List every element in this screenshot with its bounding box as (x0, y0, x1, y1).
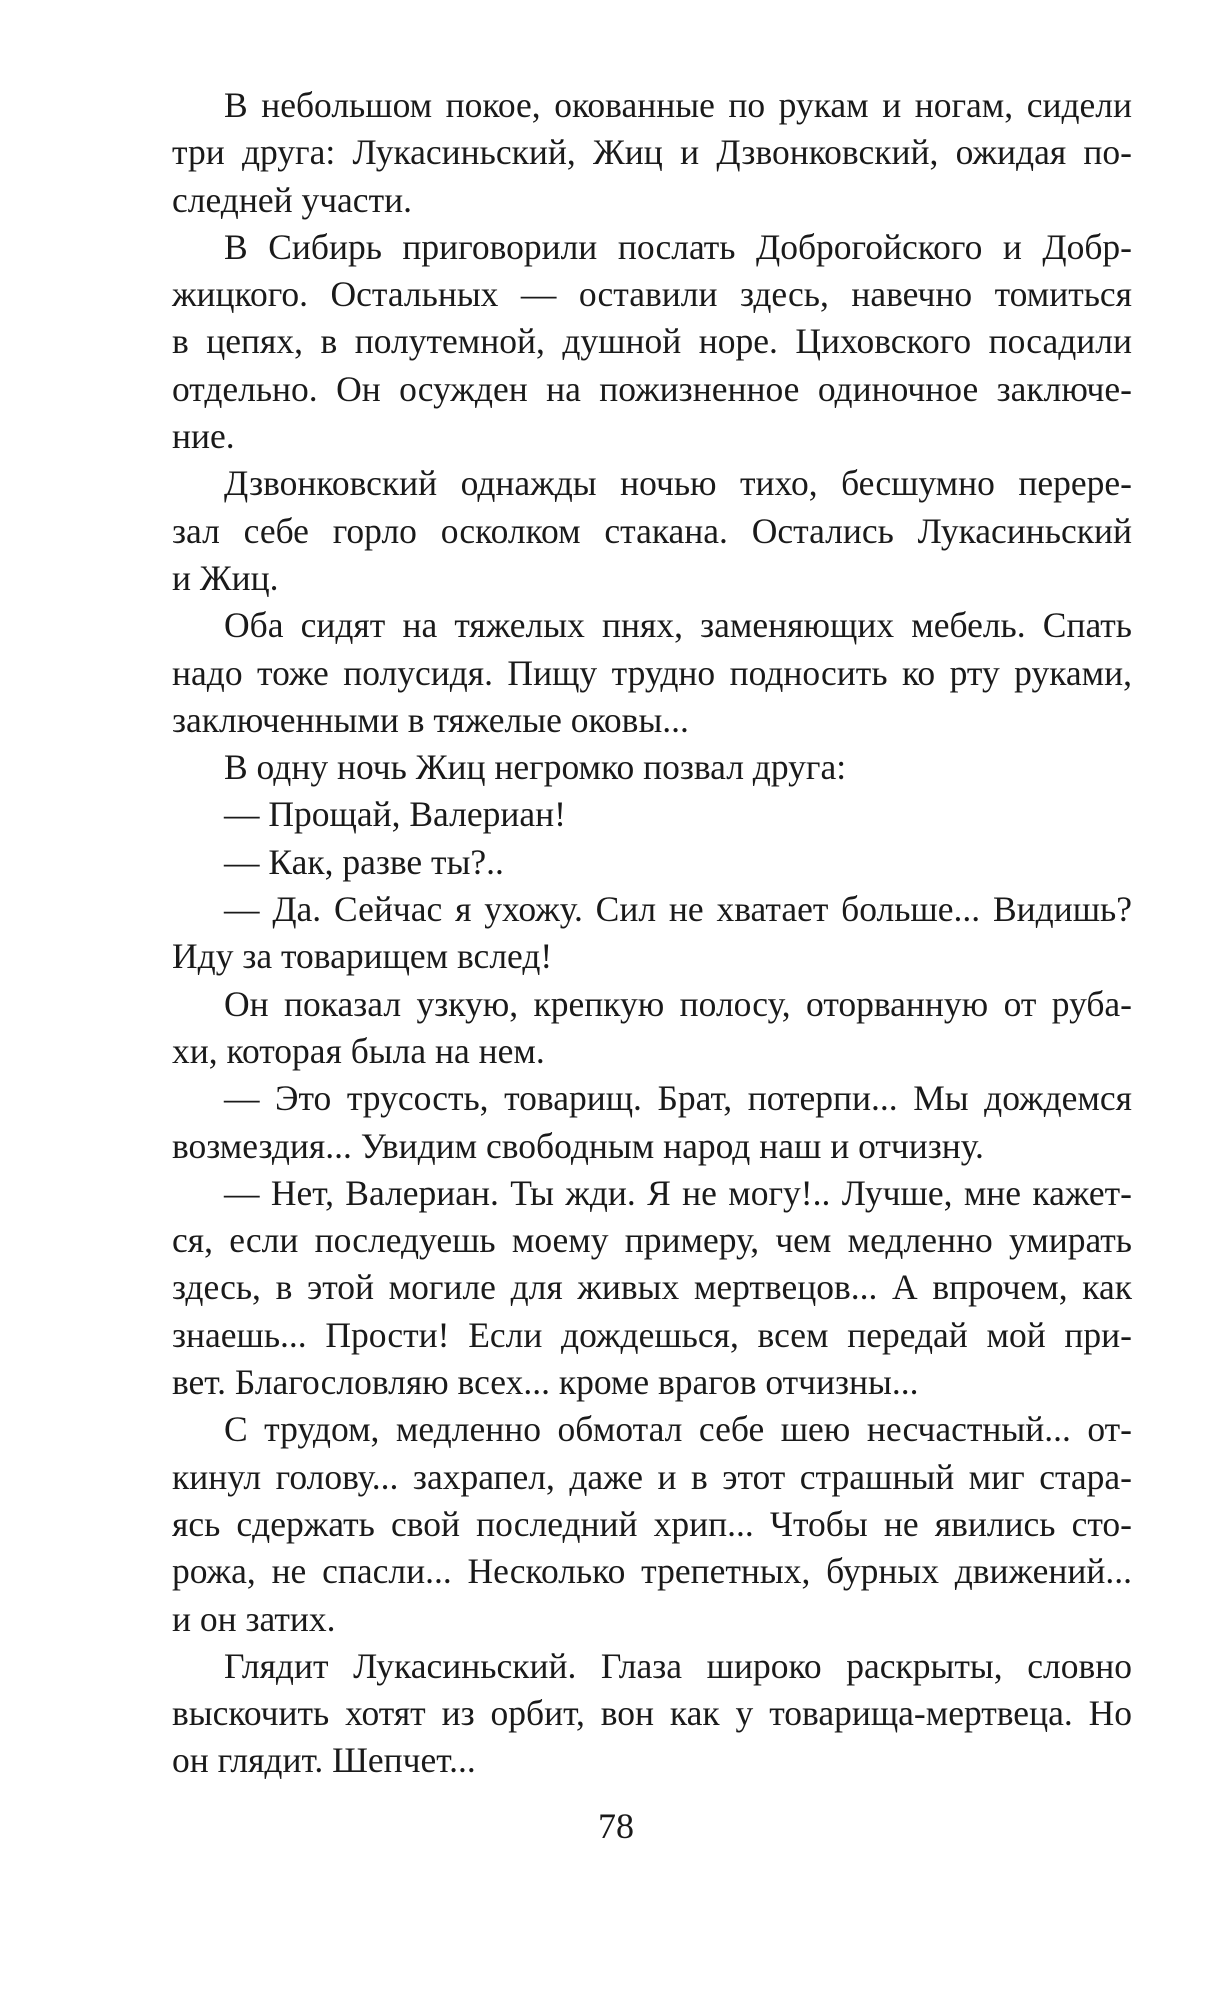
text-line: в цепях, в полутемной, душной норе. Циховского посадили (172, 321, 1132, 362)
text-line: и Жиц. (172, 557, 279, 598)
text-line: — Это трусость, товарищ. Брат, потерпи... Мы дождемся (224, 1078, 1132, 1119)
text-line: — Да. Сейчас я ухожу. Сил не хватает больше... Видишь? (224, 889, 1132, 930)
text-line: В небольшом покое, окованные по рукам и ногам, сидели (224, 85, 1132, 125)
text-line: он глядит. Шепчет... (172, 1740, 476, 1781)
page-number: 78 (598, 1806, 634, 1846)
text-line: выскочить хотят из орбит, вон как у товарища-мертвеца. Но (172, 1693, 1132, 1734)
text-line: рожа, не спасли... Несколько трепетных, бурных движений... (172, 1551, 1132, 1592)
text-line: кинул голову... захрапел, даже и в этот страшный миг стара- (172, 1456, 1132, 1497)
text-line: зал себе горло осколком стакана. Остались Лукасиньский (172, 510, 1132, 551)
text-line: Он показал узкую, крепкую полосу, оторванную от руба- (224, 983, 1132, 1024)
text-line: Оба сидят на тяжелых пнях, заменяющих мебель. Спать (224, 605, 1132, 646)
text-line: — Нет, Валериан. Ты жди. Я не могу!.. Лучше, мне кажет- (224, 1172, 1132, 1213)
text-line: С трудом, медленно обмотал себе шею несчастный... от- (224, 1409, 1132, 1450)
text-line: вет. Благословляю всех... кроме врагов отчизны... (172, 1362, 919, 1403)
text-line: знаешь... Прости! Если дождешься, всем передай мой при- (172, 1314, 1132, 1355)
body-text (172, 82, 1132, 1785)
text-line: В одну ночь Жиц негромко позвал друга: (224, 747, 847, 788)
text-line: жицкого. Остальных — оставили здесь, навечно томиться (172, 274, 1132, 315)
text-line: ние. (172, 416, 235, 457)
text-line: здесь, в этой могиле для живых мертвецов... А впрочем, как (172, 1267, 1132, 1308)
text-line: отдельно. Он осужден на пожизненное одиночное заключе- (172, 368, 1132, 409)
text-line: Иду за товарищем вслед! (172, 936, 553, 977)
text-line: хи, которая была на нем. (172, 1030, 545, 1071)
text-line: три друга: Лукасиньский, Жиц и Дзвонковский, ожидая по- (172, 132, 1132, 173)
text-line: следней участи. (172, 179, 412, 220)
text-line: ясь сдержать свой последний хрип... Чтобы не явились сто- (172, 1503, 1132, 1544)
text-line: надо тоже полусидя. Пищу трудно подносить ко рту руками, (172, 652, 1132, 693)
text-line: и он затих. (172, 1598, 336, 1639)
text-line: Дзвонковский однажды ночью тихо, бесшумно перере- (224, 463, 1132, 504)
text-line: Глядит Лукасиньский. Глаза широко раскрыты, словно (224, 1645, 1132, 1686)
text-line: заключенными в тяжелые оковы... (172, 699, 689, 740)
text-line: ся, если последуешь моему примеру, чем медленно умирать (172, 1220, 1132, 1261)
text-line: — Как, разве ты?.. (224, 841, 504, 882)
text-line: В Сибирь приговорили послать Доброгойского и Добр- (224, 226, 1132, 267)
text-line: возмездия... Увидим свободным народ наш и отчизну. (172, 1125, 984, 1166)
text-line: — Прощай, Валериан! (224, 794, 566, 835)
